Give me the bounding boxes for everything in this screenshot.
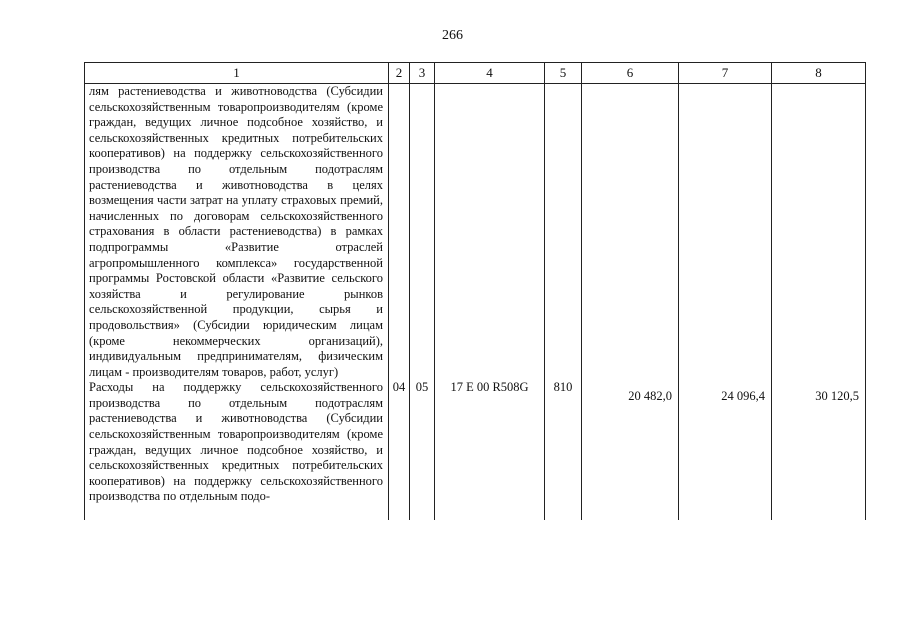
header-col-5: 5 — [545, 63, 582, 84]
page-number: 266 — [442, 28, 463, 43]
row-amount-year-3: 30 120,5 — [772, 380, 866, 520]
header-col-2: 2 — [389, 63, 410, 84]
budget-table — [84, 62, 866, 520]
table-row — [85, 380, 866, 520]
row-amount-year-1: 20 482,0 — [582, 380, 679, 520]
row-description-text: Расходы на поддержку сельскохозяйственного производства по отдельным подотраслям растениеводства и животноводства (Субсидии сельскохозяйственным товаропроизводителям (кроме граждан, ведущих личное подсобное хозяйство, и сельскохозяйственных кредитных потребительских кооперативов) на поддержку сельскохозяйственного производства по отдельным подо- — [89, 380, 383, 504]
row-amount-year-2 — [679, 84, 772, 381]
header-row — [85, 63, 866, 84]
row-description: лям растениеводства и животноводства (Субсидии сельскохозяйственным товаропроизводителям (кроме граждан, ведущих личное подсобное хозяйство, и сельскохозяйственных кредитных потребительских кооперативов) на поддержку сельскохозяйственного производства по отдельным подотраслям растениеводства и животноводства в целях возмещения части затрат на уплату страховых премий, начисленных по договорам сельскохозяйственного страхования в области растениеводства) в рамках подпрограммы «Развитие отраслей агропромышленного комплекса» государственной программы Ростовской области «Развитие сельского хозяйства и регулирование рынков сельскохозяйственной продукции, сырья и продовольствия» (Субсидии юридическим лицам (кроме некоммерческих организаций), индивидуальным предпринимателям, физическим лицам - производителям товаров, работ, услуг) — [85, 84, 389, 381]
header-col-6: 6 — [582, 63, 679, 84]
row-target-article: 17 Е 00 R508G — [435, 380, 545, 520]
header-col-7: 7 — [679, 63, 772, 84]
header-col-1: 1 — [85, 63, 389, 84]
header-col-3: 3 — [410, 63, 435, 84]
row-subsection-code — [410, 84, 435, 381]
row-description — [85, 380, 389, 520]
header-col-4: 4 — [435, 63, 545, 84]
row-amount-year-1 — [582, 84, 679, 381]
table-header — [85, 63, 866, 84]
row-amount-year-3 — [772, 84, 866, 381]
row-amount-year-2: 24 096,4 — [679, 380, 772, 520]
row-expense-type — [545, 84, 582, 381]
row-section-code: 04 — [389, 380, 410, 520]
table-row — [85, 84, 866, 381]
table-body — [85, 84, 866, 521]
row-subsection-code: 05 — [410, 380, 435, 520]
row-target-article — [435, 84, 545, 381]
row-expense-type: 810 — [545, 380, 582, 520]
row-section-code — [389, 84, 410, 381]
header-col-8: 8 — [772, 63, 866, 84]
